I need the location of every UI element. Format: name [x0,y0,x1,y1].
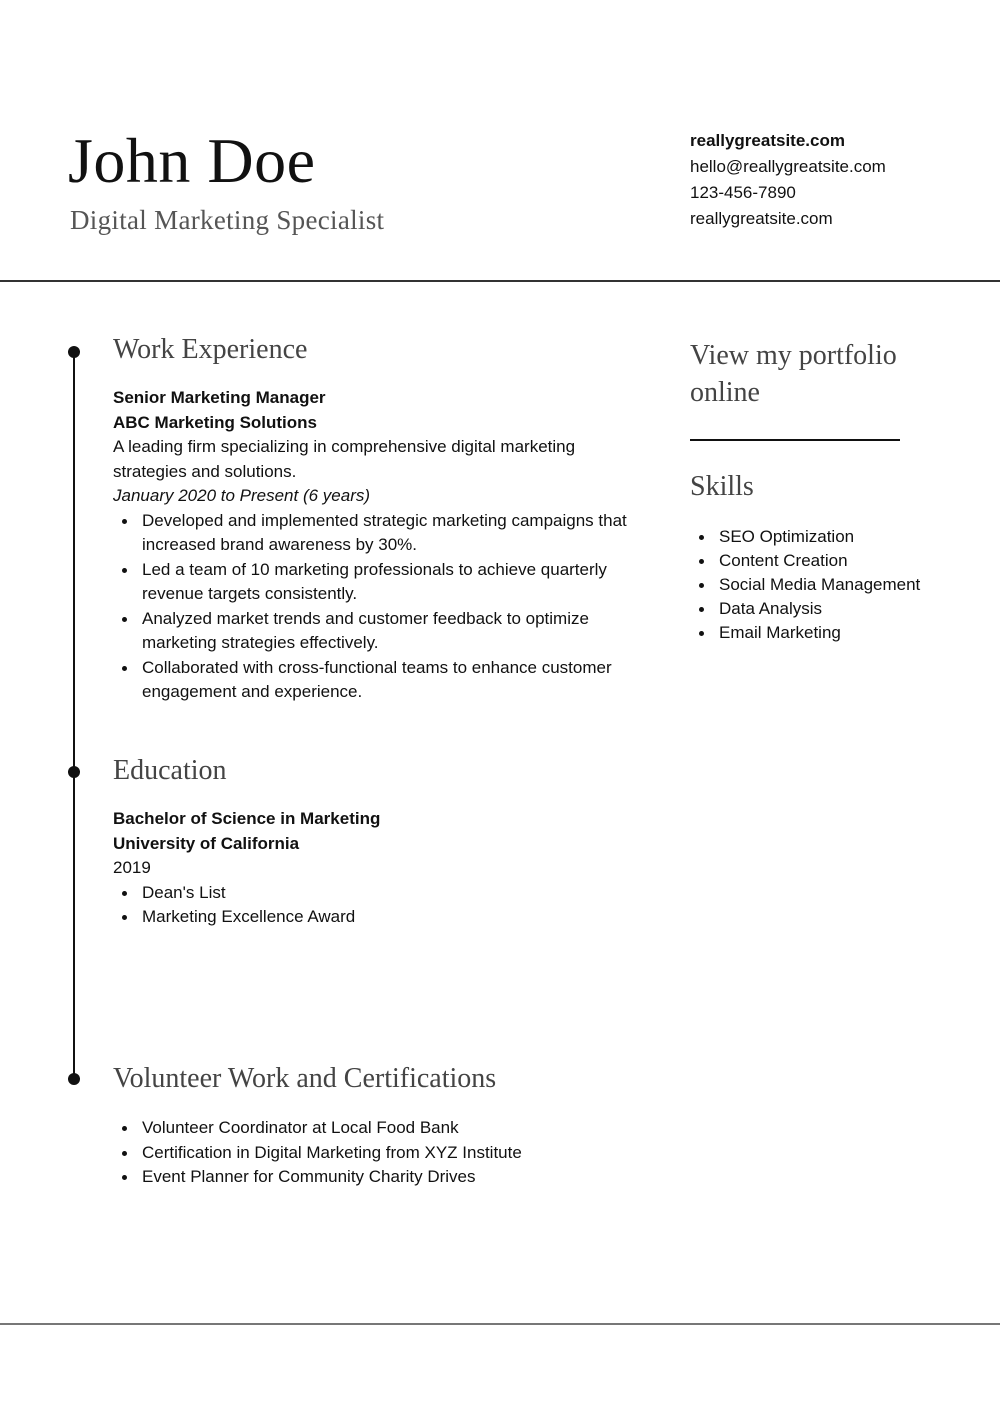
timeline-dot-volunteer [68,1073,80,1085]
company-description: A leading firm specializing in comprehensive digital marketing strategies and solutions. [113,437,576,481]
skills-list [690,525,990,645]
graduation-year: 2019 [113,858,151,877]
timeline-line [73,352,75,1080]
school-name: University of California [113,833,300,853]
portfolio-link[interactable]: View my portfolio online [690,340,897,408]
contact-block [690,128,886,232]
list-item: Led a team of 10 marketing professionals to achieve quarterly revenue targets consistently. [142,558,633,607]
list-item: Social Media Management [719,573,990,597]
work-experience-heading: Work Experience [113,334,308,365]
list-item: Dean's List [142,881,633,906]
degree-name: Bachelor of Science in Marketing [113,809,381,828]
volunteer-heading: Volunteer Work and Certifications [113,1063,497,1094]
candidate-name: John Doe [68,125,316,196]
contact-website-bold[interactable]: reallygreatsite.com [690,131,845,150]
company-name: ABC Marketing Solutions [113,412,318,432]
education-heading: Education [113,755,227,786]
work-achievements-list [113,509,633,705]
volunteer-list [113,1116,633,1190]
work-experience-section [113,386,633,705]
list-item: Collaborated with cross-functional teams to enhance customer engagement and experience. [142,656,633,705]
list-item: Certification in Digital Marketing from XYZ Institute [142,1141,633,1166]
list-item: Data Analysis [719,597,990,621]
skills-heading: Skills [690,471,754,502]
job-position: Senior Marketing Manager [113,388,326,407]
volunteer-section [113,1116,633,1190]
skills-section [690,525,990,645]
education-honors-list [113,881,633,930]
list-item: Developed and implemented strategic marketing campaigns that increased brand awareness by 30%. [142,509,633,558]
list-item: Volunteer Coordinator at Local Food Bank [142,1116,633,1141]
header-divider [0,280,1000,282]
contact-email[interactable]: hello@reallygreatsite.com [690,157,886,176]
employment-dates: January 2020 to Present (6 years) [113,486,371,505]
portfolio-divider [690,439,900,441]
contact-phone: 123-456-7890 [690,183,796,202]
footer-divider [0,1323,1000,1325]
list-item: Event Planner for Community Charity Drives [142,1165,633,1190]
list-item: Analyzed market trends and customer feedback to optimize marketing strategies effectively. [142,607,633,656]
list-item: SEO Optimization [719,525,990,549]
list-item: Marketing Excellence Award [142,905,633,930]
job-title: Digital Marketing Specialist [70,205,385,235]
contact-website[interactable]: reallygreatsite.com [690,209,833,228]
education-section [113,807,633,930]
list-item: Email Marketing [719,621,990,645]
timeline-dot-education [68,766,80,778]
list-item: Content Creation [719,549,990,573]
timeline-dot-work [68,346,80,358]
